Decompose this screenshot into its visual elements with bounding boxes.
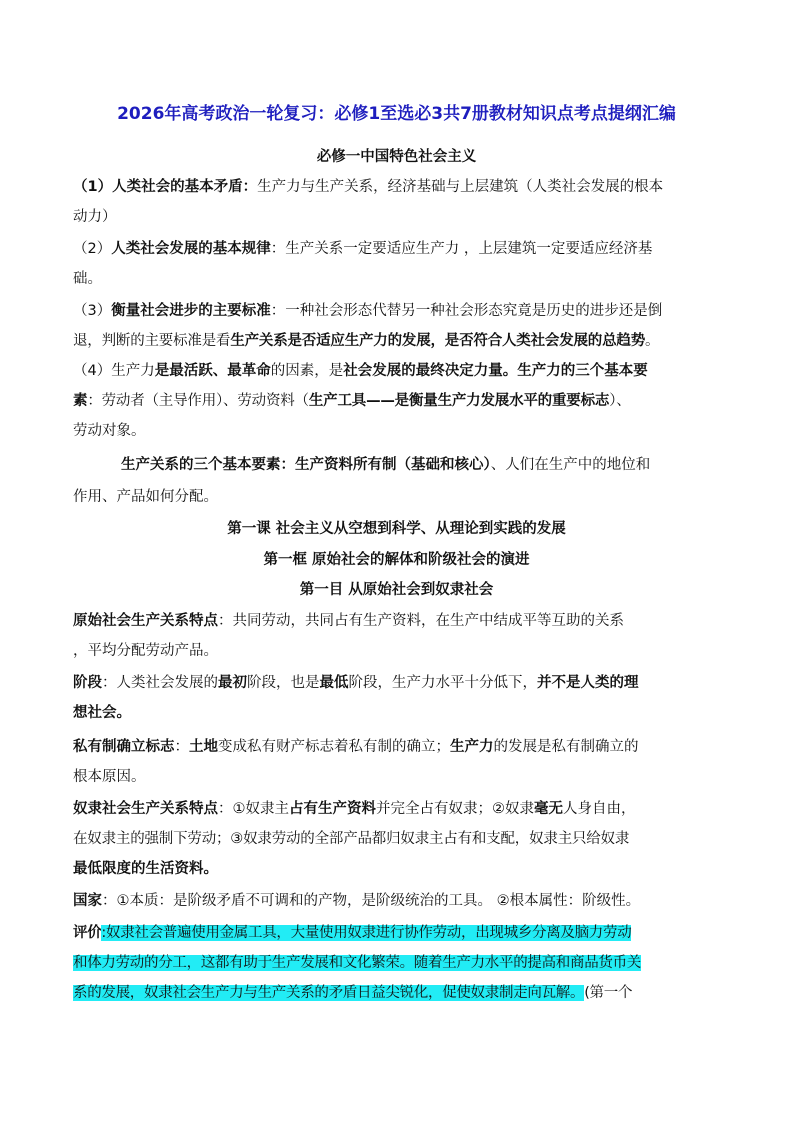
paragraph-evaluation: [73, 918, 733, 1008]
paragraph-primitive-society: [73, 606, 733, 666]
term-evaluation: 评价: [73, 925, 102, 941]
paragraph-progress-standard: [73, 296, 733, 356]
term-primitive-relations: 原始社会生产关系特点: [73, 613, 218, 629]
text: ：生产关系一定要适应生产力 ，上层建筑一定要适应经济基: [270, 241, 653, 257]
text: 。: [645, 333, 660, 349]
term-earliest: 最初: [218, 675, 247, 691]
text: ：共同劳动，共同占有生产资料，在生产中结成平等互助的关系: [218, 613, 624, 629]
text: 阶段，生产力水平十分低下，: [348, 675, 537, 691]
term-private-ownership: 私有制确立标志: [73, 739, 175, 755]
text: 生产力与生产关系，经济基础与上层建筑（人类社会发展的根本: [257, 179, 664, 195]
text: 并完全占有奴隶；②奴隶: [376, 801, 534, 817]
term-state: 国家: [73, 893, 102, 909]
text: 根本原因。: [73, 769, 146, 785]
text: 的因素，是: [270, 363, 344, 379]
highlighted-text: 和体力劳动的分工，这都有助于生产发展和文化繁荣。随着生产力水平的提高和商品货币关: [73, 955, 641, 971]
text: ：一种社会形态代替另一种社会形态究竟是历史的进步还是倒: [270, 303, 663, 319]
paragraph-private-ownership: [73, 732, 733, 792]
section-title: 必修一中国特色社会主义: [316, 149, 477, 165]
term-not-ideal-cont: 想社会。: [73, 705, 131, 721]
text: ：: [174, 739, 189, 755]
frame-heading: 第一框 原始社会的解体和阶级社会的演进: [263, 552, 530, 568]
text: 动力）: [73, 209, 117, 225]
term-stage: 阶段: [73, 675, 102, 691]
document-title: 2026年高考政治一轮复习：必修1至选必3共7册教材知识点考点提纲汇编: [117, 104, 676, 124]
term-progress-standard: 衡量社会进步的主要标准: [111, 303, 271, 319]
text: (第一个: [584, 985, 633, 1001]
paragraph-slave-society: [73, 794, 733, 884]
text: 的发展是私有制确立的: [493, 739, 639, 755]
lesson-heading: 第一课 社会主义从空想到科学、从理论到实践的发展: [227, 521, 566, 537]
text: 阶段，也是: [247, 675, 320, 691]
term-minimum-subsistence: 最低限度的生活资料。: [73, 861, 218, 877]
item-heading: 第一目 从原始社会到奴隶社会: [299, 582, 494, 598]
text: 、人们在生产中的地位和: [490, 457, 651, 473]
term-own-means: 占有生产资料: [289, 801, 376, 817]
paragraph-basic-contradiction: [73, 172, 733, 232]
paragraph-stage: [73, 668, 733, 728]
text: （3）: [73, 303, 112, 319]
text: 变成私有财产标志着私有制的确立；: [218, 739, 450, 755]
text: ：①奴隶主: [218, 801, 289, 817]
text: 在奴隶主的强制下劳动；③奴隶劳动的全部产品都归奴隶主占有和支配，奴隶主只给奴隶: [73, 831, 630, 847]
text: 人身自由，: [563, 801, 636, 817]
text: （4）生产力: [73, 363, 155, 379]
text: ，平均分配劳动产品。: [73, 643, 218, 659]
term-lowest: 最低: [319, 675, 349, 691]
text: 退，判断的主要标准是看: [73, 333, 231, 349]
paragraph-production-relations: [121, 450, 733, 480]
term-decisive-force: 社会发展的最终决定力量。生产力的三个基本要: [343, 363, 648, 379]
text: ）、: [609, 393, 631, 409]
text: 作用、产品如何分配。: [73, 489, 218, 505]
text: 础。: [73, 271, 102, 287]
term-productive-force: 生产力: [450, 739, 494, 755]
text: ：①本质：是阶级矛盾不可调和的产物，是阶级统治的工具。 ②根本属性：阶级性。: [102, 893, 641, 909]
term-land: 土地: [189, 739, 218, 755]
text: （2）: [73, 241, 112, 257]
paragraph-production-relations-cont: [73, 482, 733, 512]
paragraph-productive-forces: [73, 356, 733, 446]
term-production-tools: 生产工具——是衡量生产力发展水平的重要标志: [308, 393, 610, 409]
paragraph-state: [73, 886, 733, 916]
term-production-relations: 生产关系的三个基本要素：生产资料所有制（基础和核心）: [121, 457, 491, 473]
text: ：人类社会发展的: [102, 675, 218, 691]
term-key-standard: 生产关系是否适应生产力的发展，是否符合人类社会发展的总趋势: [230, 333, 646, 349]
highlighted-text: :奴隶社会普遍使用金属工具，大量使用奴隶进行协作劳动，出现城乡分离及脑力劳动: [101, 925, 632, 941]
term-basic-law: 人类社会发展的基本规律: [111, 241, 271, 257]
text: 劳动对象。: [73, 423, 146, 439]
highlighted-text: 系的发展，奴隶社会生产力与生产关系的矛盾日益尖锐化，促使奴隶制走向瓦解。: [73, 985, 585, 1001]
text: ：劳动者（主导作用）、劳动资料（: [87, 393, 309, 409]
term-slave-relations: 奴隶社会生产关系特点: [73, 801, 218, 817]
term-most-active: 是最活跃、最革命: [154, 363, 271, 379]
term-basic-contradiction: （1）人类社会的基本矛盾：: [73, 179, 258, 195]
paragraph-basic-law: [73, 234, 733, 294]
term-no-freedom: 毫无: [534, 801, 563, 817]
term-elements: 素: [73, 393, 88, 409]
term-not-ideal: 并不是人类的理: [537, 675, 639, 691]
